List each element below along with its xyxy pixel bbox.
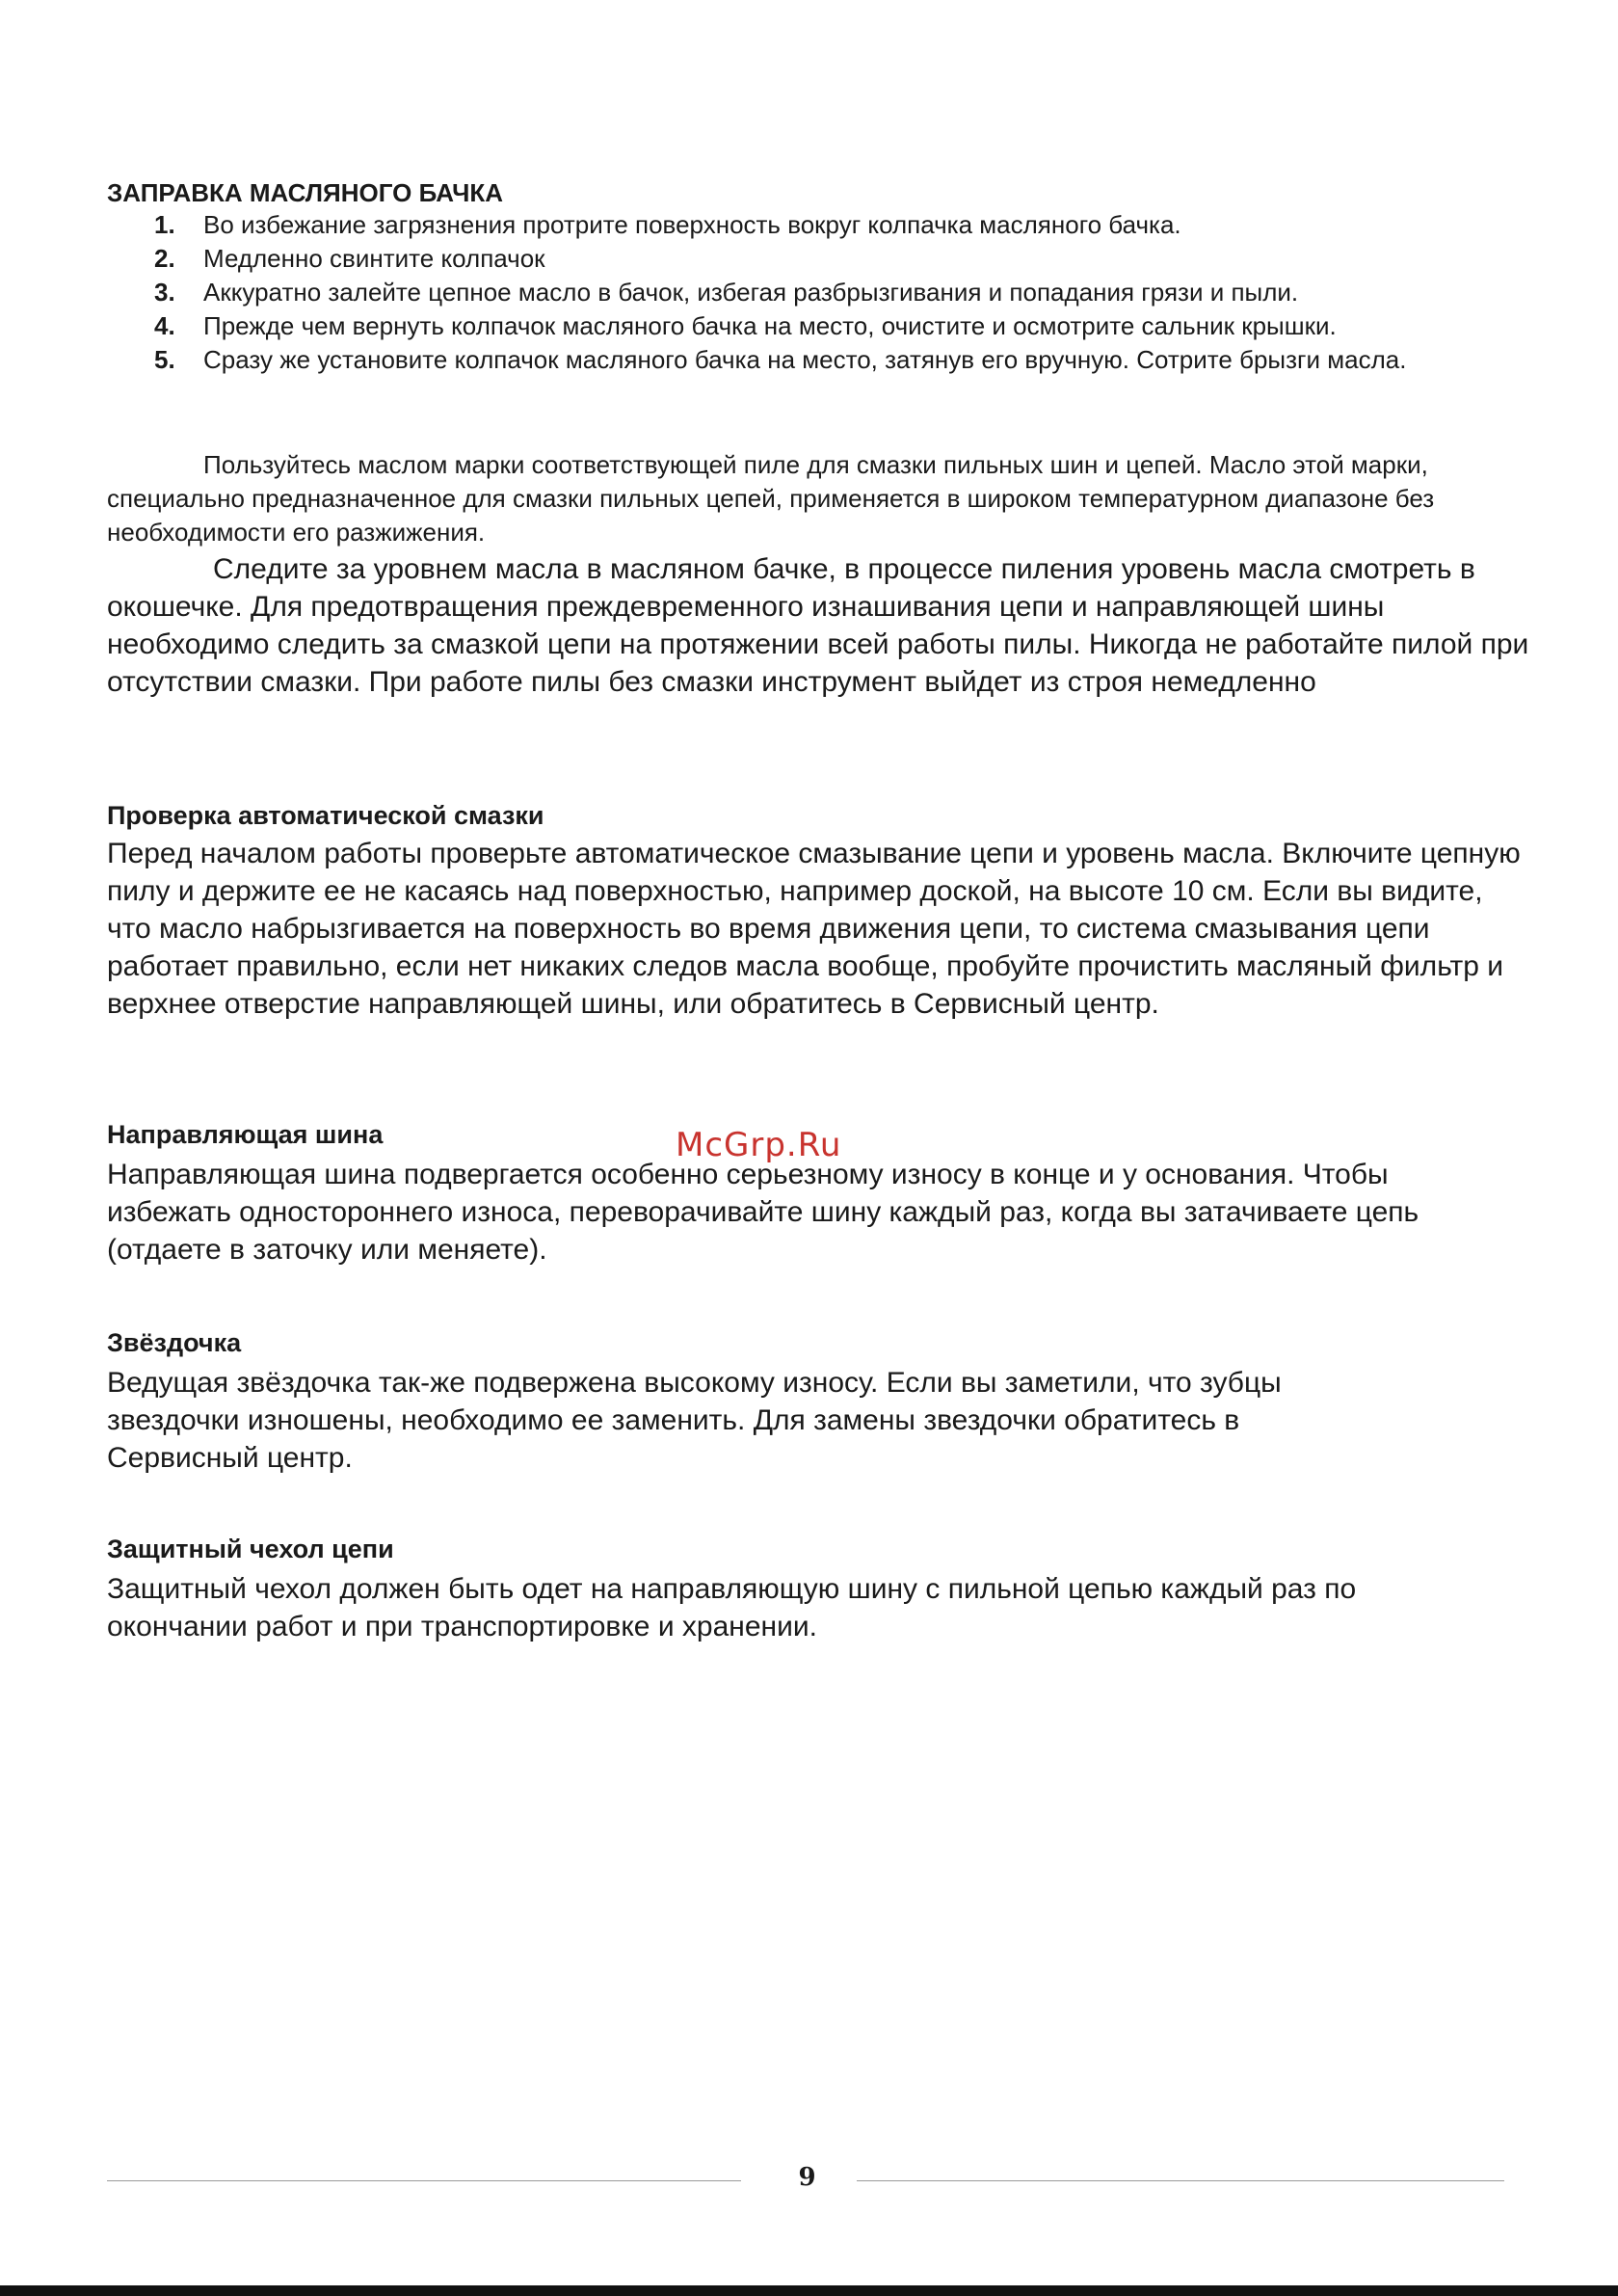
guide-bar-body: Направляющая шина подвергается особенно серьезному износу в конце и у основания. Чтобы избежать одностороннего износа, переворачивайте шину каждый раз, когда вы затачиваете цепь (отдаете в заточку или меняете). <box>107 1159 1419 1266</box>
step-number: 1. <box>154 210 175 239</box>
sprocket-heading: Звёздочка <box>107 1328 242 1357</box>
footer-divider-right <box>857 2180 1504 2181</box>
footer-divider-left <box>107 2180 741 2181</box>
list-item <box>107 343 1543 377</box>
oil-tank-steps <box>107 208 1543 377</box>
guide-bar-heading: Направляющая шина <box>107 1120 384 1149</box>
sprocket-body: Ведущая звёздочка так-же подвержена высокому износу. Если вы заметили, что зубцы звездочки изношены, необходимо ее заменить. Для замены звездочки обратитесь в Сервисный центр. <box>107 1367 1282 1474</box>
step-text: Во избежание загрязнения протрите поверхность вокруг колпачка масляного бачка. <box>203 210 1181 239</box>
step-text: Аккуратно залейте цепное масло в бачок, избегая разбрызгивания и попадания грязи и пыли. <box>203 278 1299 307</box>
step-number: 3. <box>154 278 175 307</box>
auto-lube-heading: Проверка автоматической смазки <box>107 801 544 830</box>
step-text: Прежде чем вернуть колпачок масляного бачка на место, очистите и осмотрите сальник крышки. <box>203 311 1337 340</box>
chain-cover-body: Защитный чехол должен быть одет на направляющую шину с пильной цепью каждый раз по окончании работ и при транспортировке и хранении. <box>107 1573 1357 1642</box>
oil-brand-note: Пользуйтесь маслом марки соответствующей пиле для смазки пильных шин и цепей. Масло этой марки, специально предназначенное для смазки пильных цепей, применяется в широком температурном диапазоне без необходимости его разжижения. <box>107 450 1435 547</box>
list-item <box>107 242 1543 276</box>
bottom-edge-bar <box>0 2285 1618 2296</box>
list-item <box>107 309 1543 343</box>
page-number: 9 <box>798 2163 816 2192</box>
auto-lube-body: Перед началом работы проверьте автоматическое смазывание цепи и уровень масла. Включите цепную пилу и держите ее не касаясь над поверхностью, например доской, на высоте 10 см. Если вы видите, что масло набрызгивается на поверхность во время движения цепи, то система смазывания цепи работает правильно, если нет никаких следов масла вообще, пробуйте прочистить масляный фильтр и верхнее отверстие направляющей шины, или обратитесь в Сервисный центр. <box>107 838 1521 1020</box>
step-text: Сразу же установите колпачок масляного бачка на место, затянув его вручную. Сотрите брызги масла. <box>203 345 1407 374</box>
chain-cover-heading: Защитный чехол цепи <box>107 1535 394 1563</box>
step-number: 2. <box>154 244 175 273</box>
list-item <box>107 208 1543 242</box>
watermark: McGrp.Ru <box>676 1126 842 1164</box>
oil-level-warning: Следите за уровнем масла в масляном бачке, в процессе пиления уровень масла смотреть в окошечке. Для предотвращения преждевременного изнашивания цепи и направляющей шины необходимо следить за смазкой цепи на протяжении всей работы пилы. Никогда не работайте пилой при отсутствии смазки. При работе пилы без смазки инструмент выйдет из строя немедленно <box>107 553 1529 698</box>
oil-tank-heading: ЗАПРАВКА МАСЛЯНОГО БАЧКА <box>107 178 503 207</box>
step-text: Медленно свинтите колпачок <box>203 244 545 273</box>
step-number: 4. <box>154 311 175 340</box>
list-item <box>107 276 1543 309</box>
step-number: 5. <box>154 345 175 374</box>
